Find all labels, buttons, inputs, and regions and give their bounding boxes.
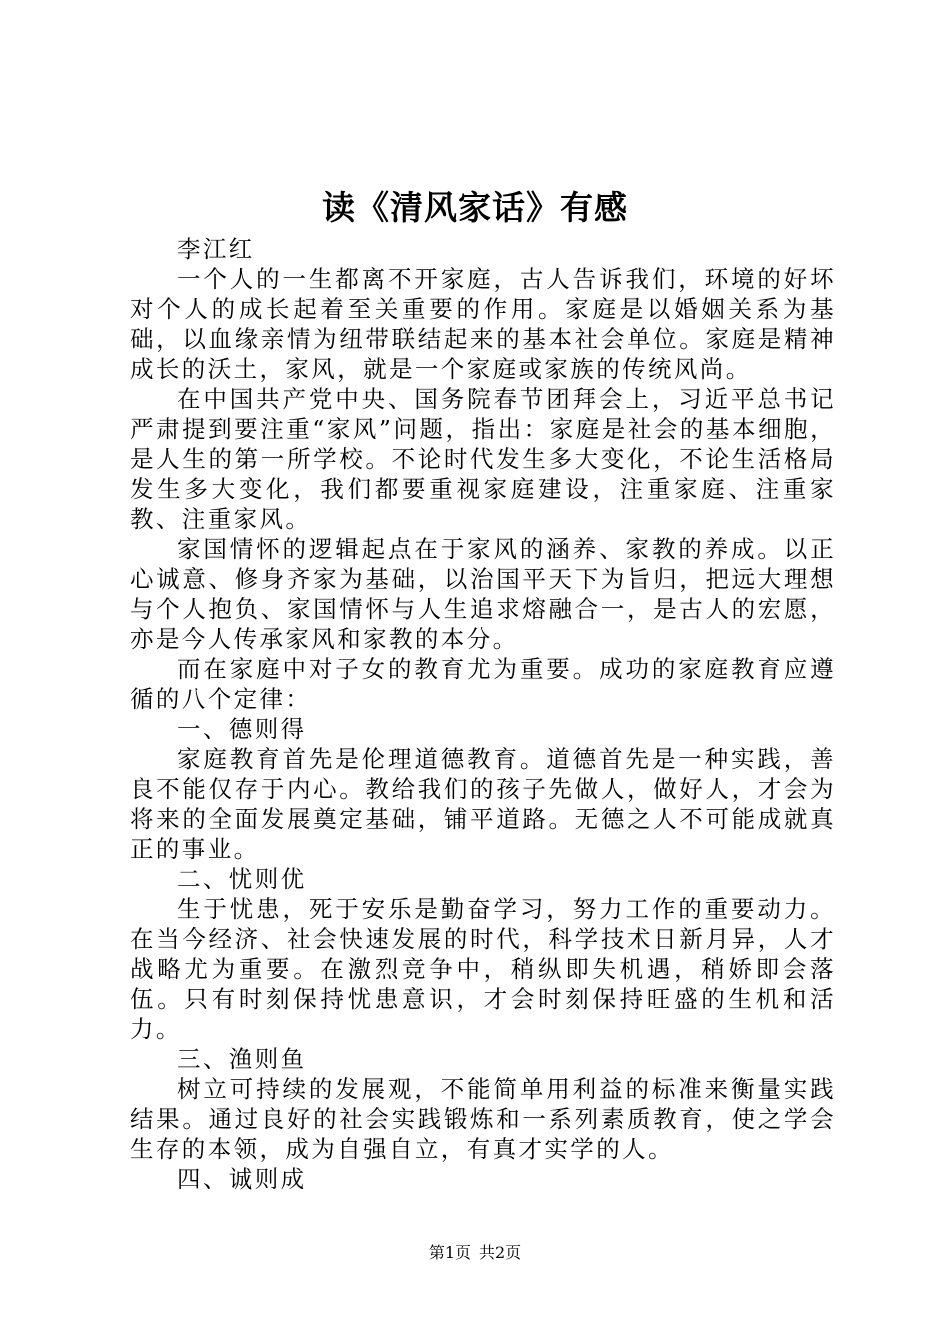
paragraph: 生于忧患，死于安乐是勤奋学习，努力工作的重要动力。在当今经济、社会快速发展的时代，科学技术日新月异，人才战略尤为重要。在激烈竞争中，稍纵即失机遇，稍娇即会落伍。只有时刻保持忧患意识，才会时刻保持旺盛的生机和活力。 [130, 895, 836, 1043]
paragraph: 一个人的一生都离不开家庭，古人告诉我们，环境的好坏对个人的成长起着至关重要的作用。家庭是以婚姻关系为基础，以血缘亲情为纽带联结起来的基本社会单位。家庭是精神成长的沃土，家风，就是一个家庭或家族的传统风尚。 [130, 265, 836, 383]
author-line: 李江红 [177, 235, 255, 263]
document-body [130, 234, 836, 1194]
page-number-total: 共2页 [479, 1243, 522, 1262]
paragraph: 家国情怀的逻辑起点在于家风的涵养、家教的养成。以正心诚意、修身齐家为基础，以治国平天下为旨归，把远大理想与个人抱负、家国情怀与人生追求熔融合一，是古人的宏愿，亦是今人传承家风和家教的本分。 [130, 535, 836, 653]
section-heading: 一、德则得 [177, 715, 307, 743]
section-heading: 二、忧则优 [177, 865, 307, 893]
section-heading: 三、渔则鱼 [177, 1045, 307, 1073]
page-number-current: 第1页 [428, 1243, 471, 1262]
section-heading: 四、诚则成 [177, 1165, 307, 1193]
paragraph: 而在家庭中对子女的教育尤为重要。成功的家庭教育应遵循的八个定律： [130, 655, 836, 713]
paragraph: 树立可持续的发展观，不能简单用利益的标准来衡量实践结果。通过良好的社会实践锻炼和一系列素质教育，使之学会生存的本领，成为自强自立，有真才实学的人。 [130, 1075, 836, 1163]
page-footer [0, 1242, 950, 1264]
paragraph: 在中国共产党中央、国务院春节团拜会上，习近平总书记严肃提到要注重“家风”问题，指出：家庭是社会的基本细胞，是人生的第一所学校。不论时代发生多大变化，不论生活格局发生多大变化，我们都要重视家庭建设，注重家庭、注重家教、注重家风。 [130, 385, 836, 533]
document-title: 读《清风家话》有感 [322, 188, 628, 227]
paragraph: 家庭教育首先是伦理道德教育。道德首先是一种实践，善良不能仅存于内心。教给我们的孩子先做人，做好人，才会为将来的全面发展奠定基础，铺平道路。无德之人不可能成就真正的事业。 [130, 745, 836, 863]
